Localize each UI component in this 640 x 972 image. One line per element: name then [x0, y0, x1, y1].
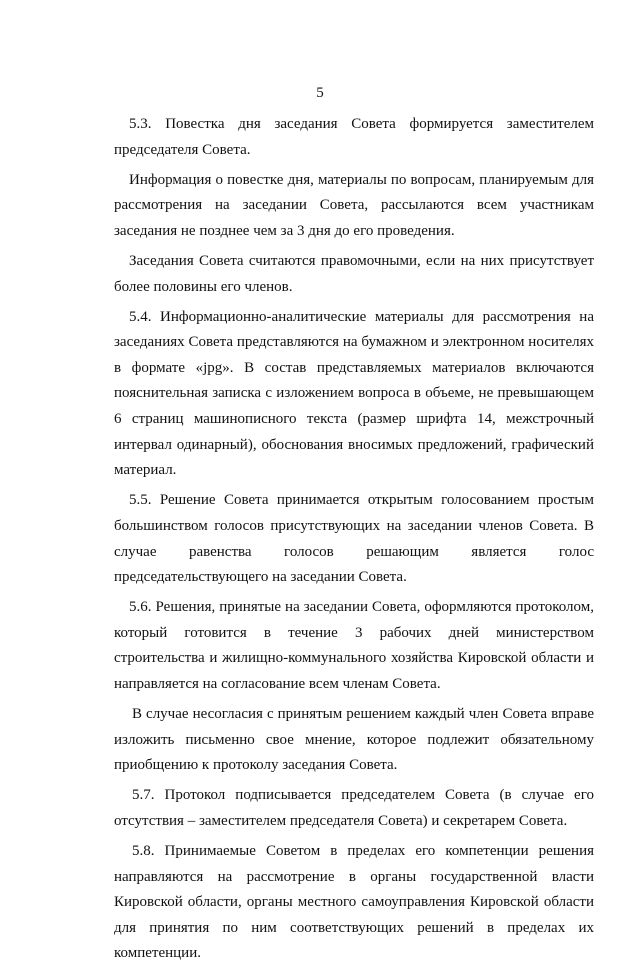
paragraph-5-4: 5.4. Информационно-аналитические материалы для рассмотрения на заседаниях Совета представляются на бумажном и электронном носителях в формате «jpg». В состав представляемых материалов включаются пояснительная записка с изложением вопроса в объеме, не превышающем 6 страниц машинописного текста (размер шрифта 14, межстрочный интервал одинарный), обоснования вносимых предложений, графический материал.	[114, 308, 594, 479]
paragraph-agenda-info: Информация о повестке дня, материалы по вопросам, планируемым для рассмотрения на заседании Совета, рассылаются всем участникам заседания не позднее чем за 3 дня до его проведения.	[114, 171, 594, 239]
paragraph-5-3: 5.3. Повестка дня заседания Совета формируется заместителем председателя Совета.	[114, 116, 594, 158]
document-body	[114, 112, 594, 972]
paragraph-5-6: 5.6. Решения, принятые на заседании Совета, оформляются протоколом, который готовится в течение 3 рабочих дней министерством строительства и жилищно-коммунального хозяйства Кировской области и направляется на согласование всем членам Совета.	[114, 599, 594, 692]
page-number: 5	[316, 85, 324, 101]
paragraph-disagreement: В случае несогласия с принятым решением каждый член Совета вправе изложить письменно свое мнение, которое подлежит обязательному приобщению к протоколу заседания Совета.	[114, 706, 594, 774]
paragraph-5-5: 5.5. Решение Совета принимается открытым голосованием простым большинством голосов присутствующих на заседании членов Совета. В случае равенства голосов решающим является голос председательствующего на заседании Совета.	[114, 492, 594, 586]
paragraph-quorum: Заседания Совета считаются правомочными, если на них присутствует более половины его членов.	[114, 252, 594, 295]
paragraph-5-7: 5.7. Протокол подписывается председателем Совета (в случае его отсутствия – заместителем председателя Совета) и секретарем Совета.	[114, 787, 594, 829]
paragraph-5-8: 5.8. Принимаемые Советом в пределах его компетенции решения направляются на рассмотрение в органы государственной власти Кировской области, органы местного самоуправления Кировской области для принятия по ним соответствующих решений в пределах их компетенции.	[114, 843, 594, 962]
